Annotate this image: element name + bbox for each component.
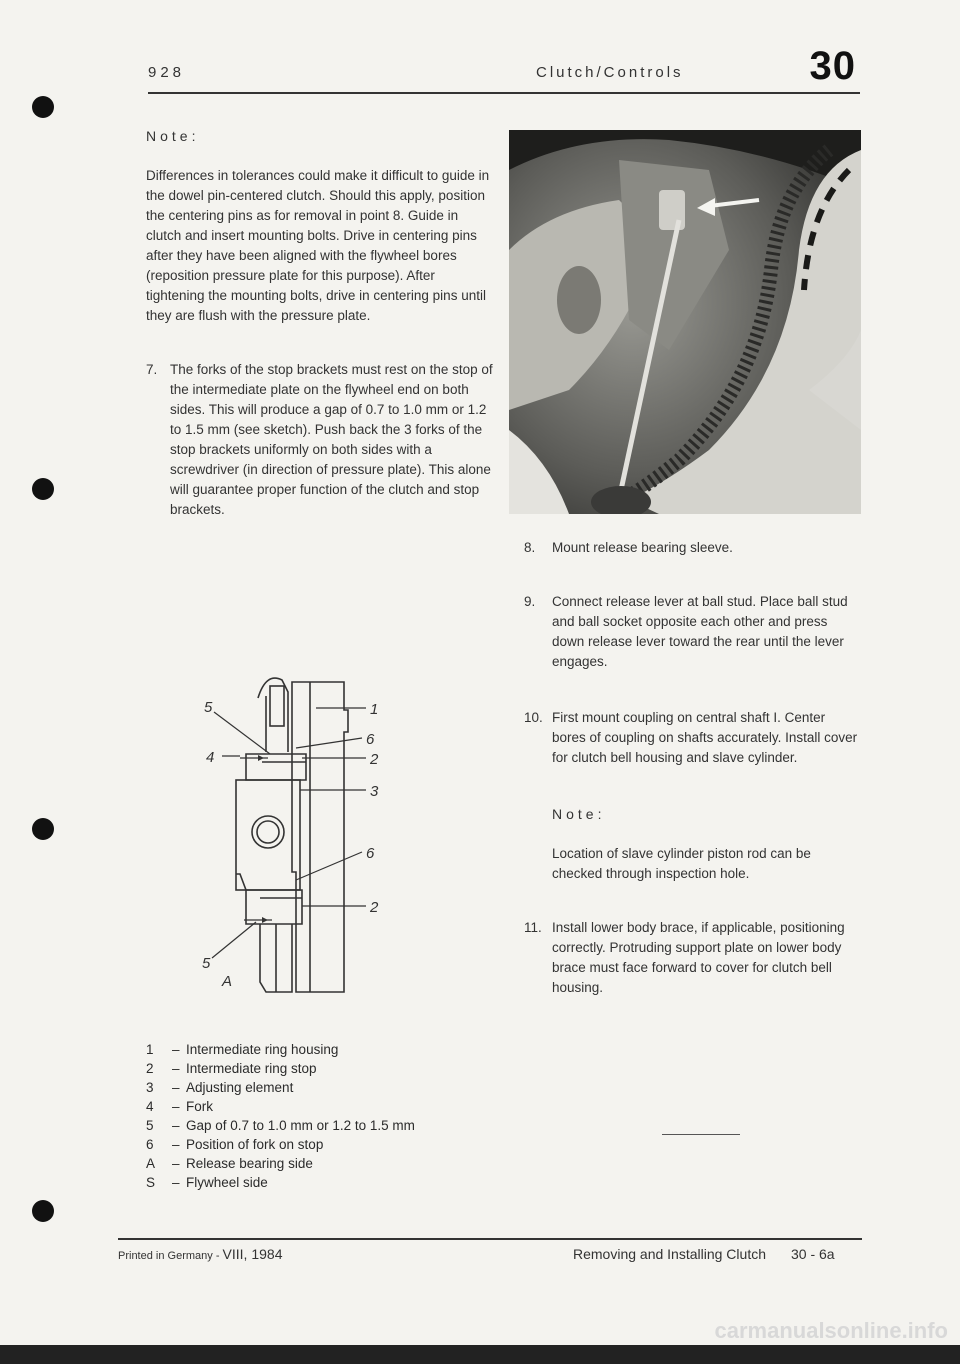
legend-key: 3 bbox=[146, 1080, 154, 1095]
step-10 bbox=[524, 708, 860, 768]
step-text: Install lower body brace, if applicable, positioning correctly. Protruding support plate on lower body brace must face forward to cover for clutch bell housing. bbox=[552, 920, 845, 995]
right-column bbox=[524, 538, 860, 998]
legend-key: S bbox=[146, 1175, 156, 1190]
legend-dash: – bbox=[172, 1061, 180, 1076]
page-header bbox=[148, 44, 860, 94]
legend-text: Fork bbox=[186, 1099, 213, 1114]
housing-bolt bbox=[557, 266, 601, 334]
sketch-label-4: 4 bbox=[206, 749, 215, 766]
sketch-label-3: 3 bbox=[370, 783, 379, 800]
step-text: First mount coupling on central shaft I. Center bores of coupling on shafts accurately. Install cover for clutch bell housing and slave cylinder. bbox=[552, 710, 858, 765]
watermark: carmanualsonline.info bbox=[714, 1318, 948, 1343]
model-number: 928 bbox=[148, 64, 186, 81]
legend-key: 4 bbox=[146, 1099, 154, 1114]
sketch-label-2b: 2 bbox=[370, 899, 379, 916]
sketch-label-6b: 6 bbox=[366, 845, 375, 862]
legend-dash: – bbox=[172, 1118, 180, 1133]
punch-hole bbox=[32, 1200, 54, 1222]
page-number: 30 - 6a bbox=[791, 1246, 835, 1262]
footer-rule bbox=[118, 1238, 862, 1240]
step-8 bbox=[524, 538, 860, 558]
edition-date: VIII, 1984 bbox=[222, 1246, 283, 1262]
step-number: 11. bbox=[524, 920, 542, 935]
stop-bracket-sketch bbox=[196, 662, 396, 1010]
leader-6b bbox=[296, 852, 362, 880]
legend-dash: – bbox=[172, 1137, 180, 1152]
left-column bbox=[146, 126, 496, 536]
punch-hole bbox=[32, 478, 54, 500]
step-7 bbox=[146, 360, 496, 520]
sketch-label-1: 1 bbox=[370, 701, 379, 718]
fork-top-rect bbox=[270, 686, 284, 726]
step-text: The forks of the stop brackets must rest on the stop of the intermediate plate on the flywheel end on both sides. This will produce a gap of 0.7 to 1.0 mm or 1.2 to 1.5 mm (see sketch). Push back the 3 forks of the stop brackets uniformly on both sides with a screwdriver (in direction of pressure plate). This alone will guarantee proper function of the clutch and stop brackets. bbox=[170, 362, 493, 517]
step-number: 9. bbox=[524, 594, 536, 609]
sketch-label-5a: 5 bbox=[204, 699, 213, 716]
adjusting-element-bolt-inner bbox=[257, 821, 279, 843]
legend-text: Flywheel side bbox=[186, 1175, 268, 1190]
adjusting-element-body bbox=[236, 780, 300, 890]
legend-text: Position of fork on stop bbox=[186, 1137, 324, 1152]
legend-dash: – bbox=[172, 1080, 180, 1095]
leader-6a bbox=[296, 738, 362, 748]
leader-5a bbox=[214, 712, 270, 754]
stop-bracket bbox=[659, 190, 685, 230]
legend-dash: – bbox=[172, 1042, 180, 1057]
legend-text: Intermediate ring stop bbox=[186, 1061, 317, 1076]
note-paragraph: Location of slave cylinder piston rod can be checked through inspection hole. bbox=[552, 846, 811, 881]
legend-item bbox=[146, 1116, 486, 1135]
gap-arrow-top bbox=[258, 755, 264, 761]
legend-item bbox=[146, 1040, 486, 1059]
legend-item bbox=[146, 1173, 486, 1192]
note-paragraph: Differences in tolerances could make it difficult to guide in the dowel pin-centered clutch. Should this apply, position the centering pins as for removal in point 8. Guide in clutch and insert mounting bolts. Drive in centering pins after they have been aligned with the flywheel bores (reposition pressure plate for this purpose). After tightening the mounting bolts, drive in centering pins until they are flush with the pressure plate. bbox=[146, 168, 490, 323]
sketch-label-a: A bbox=[222, 973, 233, 990]
sketch-label-6a: 6 bbox=[366, 731, 375, 748]
step-number: 10. bbox=[524, 710, 543, 725]
leader-5b bbox=[212, 922, 256, 958]
punch-hole bbox=[32, 96, 54, 118]
section-title: Clutch/Controls bbox=[536, 64, 684, 81]
lower-bracket bbox=[246, 890, 302, 924]
end-of-section-rule bbox=[662, 1134, 740, 1135]
legend-dash: – bbox=[172, 1099, 180, 1114]
lower-bracket-step bbox=[236, 874, 246, 890]
legend-key: A bbox=[146, 1156, 156, 1171]
sketch-label-2a: 2 bbox=[370, 751, 379, 768]
legend-text: Release bearing side bbox=[186, 1156, 313, 1171]
flywheel-photo bbox=[509, 130, 861, 514]
legend-item bbox=[146, 1059, 486, 1078]
legend-text: Intermediate ring housing bbox=[186, 1042, 339, 1057]
legend-item bbox=[146, 1135, 486, 1154]
footer-section-name: Removing and Installing Clutch bbox=[573, 1246, 766, 1262]
note-label: Note: bbox=[552, 806, 606, 822]
gap-arrow-bottom bbox=[262, 917, 268, 923]
punch-hole bbox=[32, 818, 54, 840]
legend-item bbox=[146, 1097, 486, 1116]
step-9 bbox=[524, 592, 860, 672]
step-text: Connect release lever at ball stud. Place ball stud and ball socket opposite each other and press down release lever toward the rear until the lever engages. bbox=[552, 594, 848, 669]
legend-dash: – bbox=[172, 1175, 180, 1190]
step-11 bbox=[524, 918, 860, 998]
printed-label: Printed in Germany - bbox=[118, 1250, 220, 1262]
legend-item bbox=[146, 1078, 486, 1097]
legend-item bbox=[146, 1154, 486, 1173]
sketch-legend bbox=[146, 1040, 486, 1192]
step-text: Mount release bearing sleeve. bbox=[552, 540, 733, 555]
step-number: 7. bbox=[146, 362, 158, 377]
note-label: Note: bbox=[146, 128, 200, 144]
section-number: 30 bbox=[809, 44, 856, 88]
legend-key: 5 bbox=[146, 1118, 154, 1133]
legend-key: 2 bbox=[146, 1061, 154, 1076]
printed-note bbox=[118, 1246, 282, 1262]
scan-bottom-edge bbox=[0, 1345, 960, 1364]
legend-key: 6 bbox=[146, 1137, 154, 1152]
legend-dash: – bbox=[172, 1156, 180, 1171]
legend-key: 1 bbox=[146, 1042, 154, 1057]
legend-text: Adjusting element bbox=[186, 1080, 294, 1095]
step-number: 8. bbox=[524, 540, 536, 555]
sketch-label-5b: 5 bbox=[202, 955, 211, 972]
legend-text: Gap of 0.7 to 1.0 mm or 1.2 to 1.5 mm bbox=[186, 1118, 415, 1133]
